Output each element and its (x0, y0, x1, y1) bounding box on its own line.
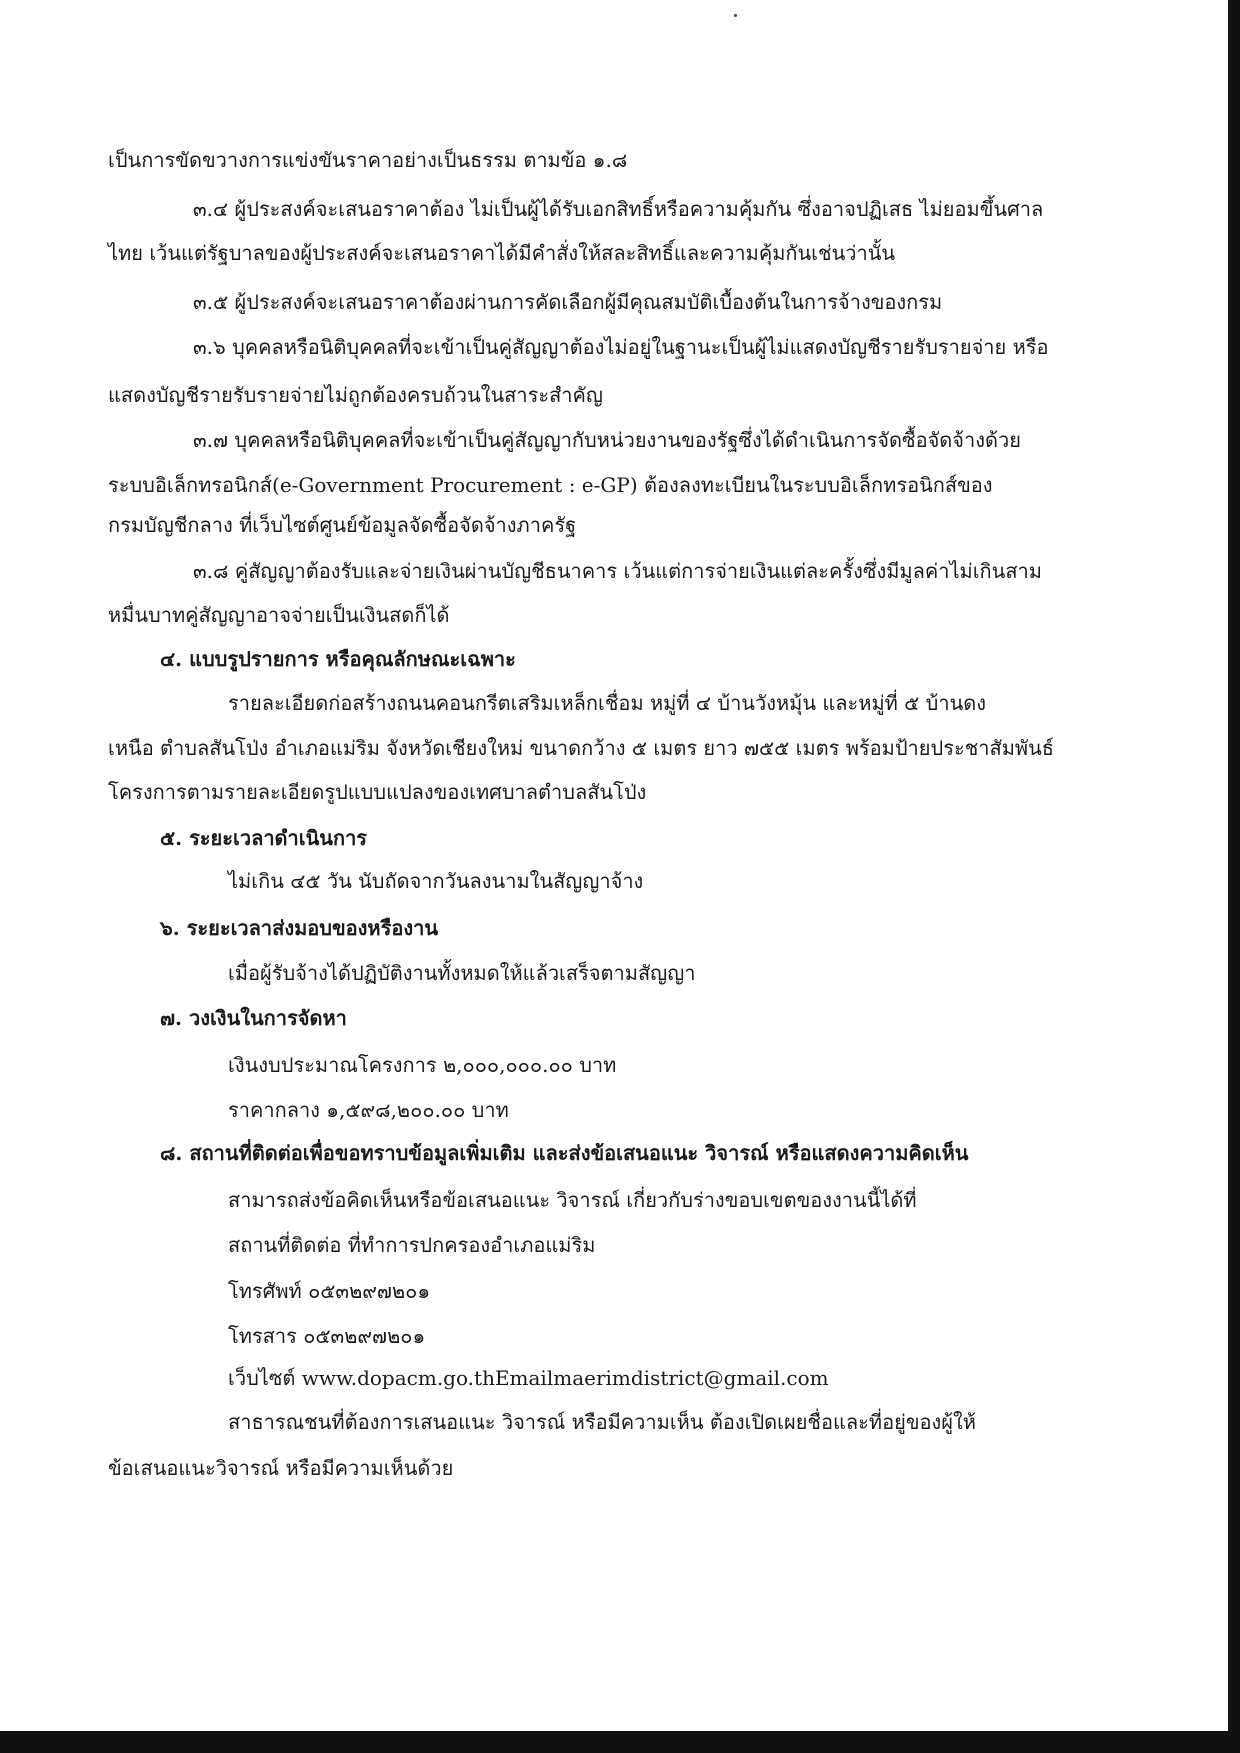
paragraph-line: สามารถส่งข้อคิดเห็นหรือข้อเสนอแนะ วิจารณ์ เกี่ยวกับร่างขอบเขตของงานนี้ได้ที่ (228, 1188, 917, 1212)
section-heading: ๖. ระยะเวลาส่งมอบของหรืองาน (160, 916, 439, 940)
scan-edge-bottom (0, 1731, 1240, 1753)
paragraph-line: สาธารณชนที่ต้องการเสนอแนะ วิจารณ์ หรือมีความเห็น ต้องเปิดเผยชื่อและที่อยู่ของผู้ให้ (228, 1410, 976, 1434)
section-heading: ๗. วงเงินในการจัดหา (160, 1006, 347, 1030)
paragraph-line: ๓.๗ บุคคลหรือนิติบุคคลที่จะเข้าเป็นคู่สัญญากับหน่วยงานของรัฐซึ่งได้ดำเนินการจัดซื้อจัดจ้างด้วย (193, 428, 1021, 452)
paragraph-line: โทรสาร ๐๕๓๒๙๗๒๐๑ (228, 1324, 426, 1348)
paragraph-line: ๓.๕ ผู้ประสงค์จะเสนอราคาต้องผ่านการคัดเลือกผู้มีคุณสมบัติเบื้องต้นในการจ้างของกรม (193, 290, 943, 314)
paragraph-line: ๓.๔ ผู้ประสงค์จะเสนอราคาต้อง ไม่เป็นผู้ได้รับเอกสิทธิ์หรือความคุ้มกัน ซึ่งอาจปฏิเสธ ไม่ยอมขึ้นศาล (193, 197, 1044, 221)
paragraph-line: เงินงบประมาณโครงการ ๒,๐๐๐,๐๐๐.๐๐ บาท (228, 1053, 617, 1077)
paragraph-line: โทรศัพท์ ๐๕๓๒๙๗๒๐๑ (228, 1279, 431, 1303)
paragraph-line: เหนือ ตำบลสันโป่ง อำเภอแม่ริม จังหวัดเชียงใหม่ ขนาดกว้าง ๕ เมตร ยาว ๗๕๕ เมตร พร้อมป้ายประชาสัมพันธ์ (108, 736, 1054, 760)
section-heading: ๘. สถานที่ติดต่อเพื่อขอทราบข้อมูลเพิ่มเติม และส่งข้อเสนอแนะ วิจารณ์ หรือแสดงความคิดเห็น (160, 1141, 969, 1165)
paragraph-line: ข้อเสนอแนะวิจารณ์ หรือมีความเห็นด้วย (108, 1456, 454, 1480)
scan-edge-right (1228, 0, 1240, 1753)
paragraph-line: เป็นการขัดขวางการแข่งขันราคาอย่างเป็นธรรม ตามข้อ ๑.๘ (108, 148, 628, 172)
paragraph-line: ระบบอิเล็กทรอนิกส์(e-Government Procurement : e-GP) ต้องลงทะเบียนในระบบอิเล็กทรอนิกส์ของ (108, 473, 993, 497)
paragraph-line: ๓.๘ คู่สัญญาต้องรับและจ่ายเงินผ่านบัญชีธนาคาร เว้นแต่การจ่ายเงินแต่ละครั้งซึ่งมีมูลค่าไม่เกินสาม (193, 559, 1042, 583)
paragraph-line: ไทย เว้นแต่รัฐบาลของผู้ประสงค์จะเสนอราคาได้มีคำสั่งให้สละสิทธิ์และความคุ้มกันเช่นว่านั้น (108, 241, 896, 265)
paragraph-line: รายละเอียดก่อสร้างถนนคอนกรีตเสริมเหล็กเชื่อม หมู่ที่ ๔ บ้านวังหมุ้น และหมู่ที่ ๕ บ้านดง (228, 691, 987, 715)
scan-speck (734, 14, 737, 17)
paragraph-line: เมื่อผู้รับจ้างได้ปฏิบัติงานทั้งหมดให้แล้วเสร็จตามสัญญา (228, 961, 696, 985)
paragraph-line: สถานที่ติดต่อ ที่ทำการปกครองอำเภอแม่ริม (228, 1233, 596, 1257)
section-heading: ๔. แบบรูปรายการ หรือคุณลักษณะเฉพาะ (160, 647, 516, 671)
paragraph-line: ๓.๖ บุคคลหรือนิติบุคคลที่จะเข้าเป็นคู่สัญญาต้องไม่อยู่ในฐานะเป็นผู้ไม่แสดงบัญชีรายรับรายจ่าย หรือ (193, 335, 1049, 359)
paragraph-line: ราคากลาง ๑,๕๙๘,๒๐๐.๐๐ บาท (228, 1098, 509, 1122)
section-heading: ๕. ระยะเวลาดำเนินการ (160, 826, 368, 850)
paragraph-line: แสดงบัญชีรายรับรายจ่ายไม่ถูกต้องครบถ้วนในสาระสำคัญ (108, 383, 603, 407)
paragraph-line: หมื่นบาทคู่สัญญาอาจจ่ายเป็นเงินสดก็ได้ (108, 603, 450, 627)
paragraph-line: โครงการตามรายละเอียดรูปแบบแปลงของเทศบาลตำบลสันโป่ง (108, 780, 647, 804)
paragraph-line: เว็บไซต์ www.dopacm.go.thEmailmaerimdistrict@gmail.com (228, 1366, 829, 1390)
paragraph-line: กรมบัญชีกลาง ที่เว็บไซต์ศูนย์ข้อมูลจัดซื้อจัดจ้างภาครัฐ (108, 513, 577, 537)
paragraph-line: ไม่เกิน ๔๕ วัน นับถัดจากวันลงนามในสัญญาจ้าง (228, 869, 644, 893)
